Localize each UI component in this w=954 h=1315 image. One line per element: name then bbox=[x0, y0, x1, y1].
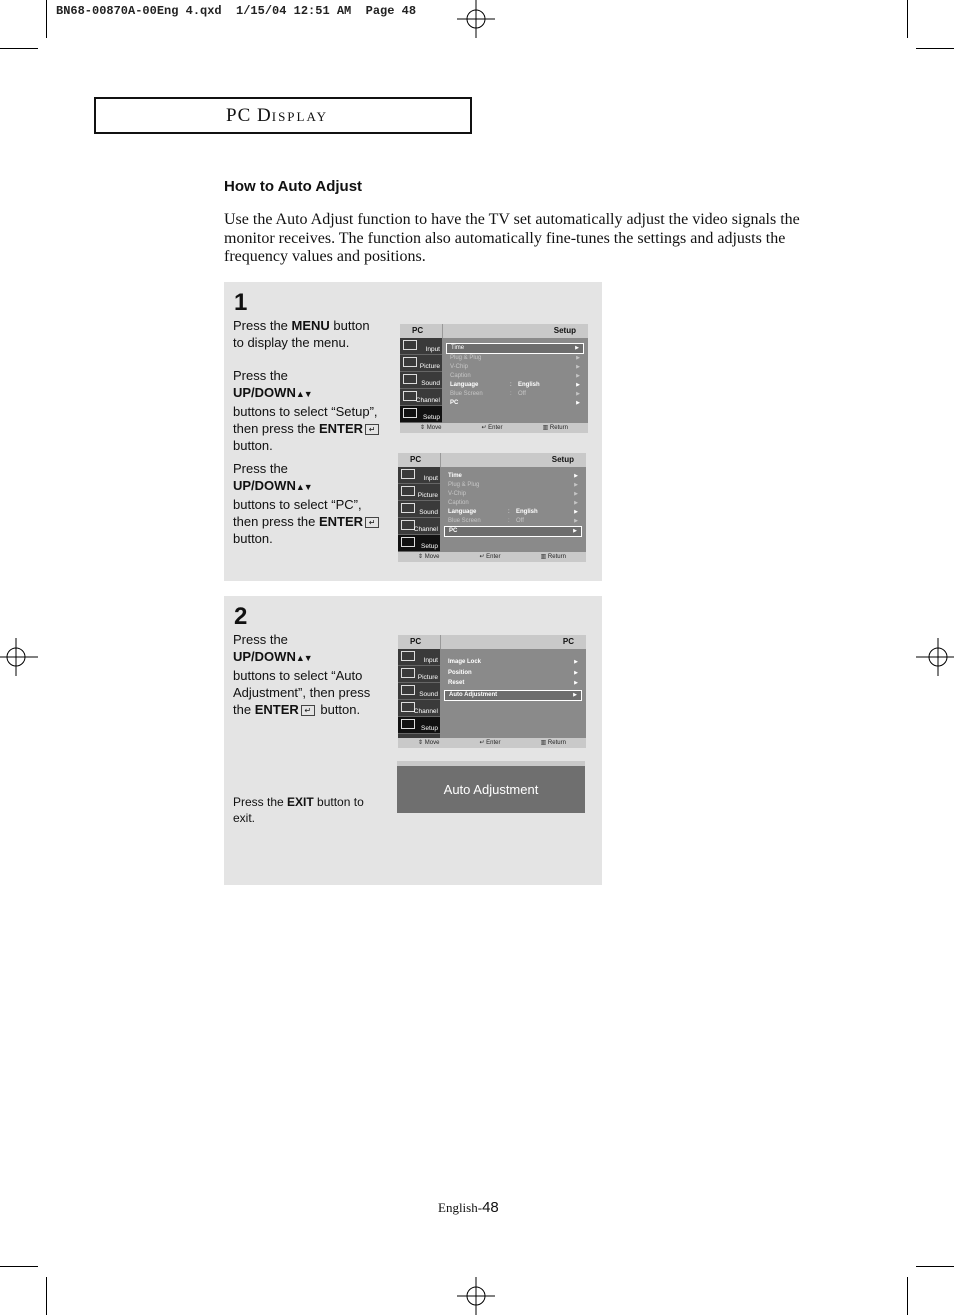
arrow-right-icon: ▶ bbox=[576, 400, 580, 406]
step-1-instruction-setup: Press the UP/DOWN▲▼ buttons to select “Setup”, then press the ENTER ↵ button. bbox=[233, 368, 378, 453]
osd-footer-enter: ↵ Enter bbox=[479, 554, 501, 560]
arrow-right-icon: ▶ bbox=[574, 669, 578, 676]
osd-sidebar-setup[interactable]: Setup bbox=[398, 717, 440, 734]
arrow-right-icon: ▶ bbox=[576, 364, 580, 370]
osd-sidebar-input[interactable]: Input bbox=[398, 467, 440, 484]
osd-source-label: PC bbox=[400, 324, 442, 338]
input-icon bbox=[401, 469, 415, 479]
osd-row-bluescreen[interactable]: Blue Screen : Off ▶ bbox=[450, 391, 580, 397]
menu-key: MENU bbox=[291, 318, 330, 333]
exit-key: EXIT bbox=[287, 795, 314, 809]
osd-row-vchip[interactable]: V-Chip ▶ bbox=[450, 364, 580, 370]
updown-arrows-icon: ⇕ bbox=[420, 425, 426, 431]
setup-icon bbox=[401, 537, 415, 547]
osd-footer-move: ⇕ Move bbox=[418, 554, 440, 560]
osd-setup-menu-time bbox=[400, 324, 588, 433]
osd-titlebar bbox=[398, 453, 586, 467]
osd-menu-title: PC bbox=[440, 635, 586, 649]
enter-icon: ↵ bbox=[479, 554, 485, 560]
arrow-right-icon: ▶ bbox=[574, 509, 578, 515]
enter-icon: ↵ bbox=[481, 425, 487, 431]
arrow-right-icon: ▶ bbox=[573, 528, 577, 534]
setup-icon bbox=[403, 408, 417, 418]
updown-arrows-icon: ⇕ bbox=[418, 739, 424, 746]
updown-arrows-icon: ▲▼ bbox=[295, 389, 312, 399]
sound-icon bbox=[401, 685, 415, 695]
osd-sidebar bbox=[400, 338, 442, 423]
osd-sidebar bbox=[398, 467, 440, 552]
chapter-title-rest: ISPLAY bbox=[271, 108, 329, 124]
osd-sidebar-picture[interactable]: Picture bbox=[398, 666, 440, 683]
step-2-panel bbox=[224, 596, 602, 885]
page-number: 48 bbox=[482, 1199, 499, 1216]
crop-mark bbox=[46, 0, 47, 38]
chapter-header bbox=[94, 97, 472, 134]
sound-icon bbox=[401, 503, 415, 513]
registration-mark-icon bbox=[0, 638, 38, 676]
osd-footer bbox=[398, 552, 586, 562]
osd-row-reset[interactable]: Reset ▶ bbox=[444, 679, 582, 690]
updown-key: UP/DOWN bbox=[233, 385, 296, 400]
osd-sidebar-sound[interactable]: Sound bbox=[398, 683, 440, 700]
osd-sidebar-setup[interactable]: Setup bbox=[398, 535, 440, 552]
osd-menu-list bbox=[440, 649, 586, 738]
osd-row-time[interactable]: Time ▶ bbox=[446, 343, 584, 354]
arrow-right-icon: ▶ bbox=[574, 659, 578, 665]
arrow-right-icon: ▶ bbox=[574, 482, 578, 488]
arrow-right-icon: ▶ bbox=[576, 373, 580, 379]
osd-row-caption[interactable]: Caption ▶ bbox=[450, 373, 580, 379]
crop-mark bbox=[0, 48, 38, 49]
return-icon: ▥ bbox=[540, 554, 547, 560]
step-2-instruction-exit: Press the EXIT button to exit. bbox=[233, 795, 364, 825]
osd-row-auto-adjustment[interactable]: Auto Adjustment ▶ bbox=[444, 690, 582, 701]
osd-menu-list bbox=[440, 467, 586, 552]
step-number: 1 bbox=[234, 289, 248, 316]
page-footer bbox=[438, 1199, 499, 1216]
arrow-right-icon: ▶ bbox=[576, 391, 580, 397]
osd-sidebar-setup[interactable]: Setup bbox=[400, 406, 442, 423]
osd-source-label: PC bbox=[398, 635, 440, 649]
arrow-right-icon: ▶ bbox=[574, 680, 578, 686]
arrow-right-icon: ▶ bbox=[574, 518, 578, 524]
step-1-instruction-pc: Press the UP/DOWN▲▼ buttons to select “PC”, then press the ENTER ↵ button. bbox=[233, 460, 383, 547]
enter-icon: ↵ bbox=[365, 424, 379, 435]
chapter-title-pc: PC bbox=[226, 104, 252, 126]
crop-mark bbox=[907, 0, 908, 38]
osd-row-image-lock[interactable]: Image Lock ▶ bbox=[444, 658, 582, 669]
osd-titlebar bbox=[398, 635, 586, 649]
osd-sidebar-picture[interactable]: Picture bbox=[400, 355, 442, 372]
osd-row-language[interactable]: Language : English ▶ bbox=[450, 382, 580, 388]
osd-footer-move: ⇕ Move bbox=[418, 739, 440, 746]
step-1-panel bbox=[224, 282, 602, 581]
auto-adjustment-banner: Auto Adjustment bbox=[397, 761, 585, 813]
picture-icon bbox=[401, 486, 415, 496]
osd-menu-title: Setup bbox=[440, 453, 586, 467]
osd-source-label: PC bbox=[398, 453, 440, 467]
crop-mark bbox=[916, 1266, 954, 1267]
osd-sidebar-channel[interactable]: Channel bbox=[398, 700, 440, 717]
osd-sidebar-input[interactable]: Input bbox=[398, 649, 440, 666]
osd-row-vchip[interactable]: V-Chip ▶ bbox=[448, 491, 578, 497]
osd-sidebar-channel[interactable]: Channel bbox=[400, 389, 442, 406]
enter-key: ENTER bbox=[254, 702, 299, 717]
osd-sidebar-sound[interactable]: Sound bbox=[400, 372, 442, 389]
osd-sidebar-sound[interactable]: Sound bbox=[398, 501, 440, 518]
intro-paragraph: Use the Auto Adjust function to have the TV set automatically adjust the video signals the monitor receives. The function also automatically fine-tunes the settings and adjusts the frequency values and positions. bbox=[224, 211, 800, 265]
osd-titlebar bbox=[400, 324, 588, 338]
return-icon: ▥ bbox=[540, 739, 547, 746]
step-1-instruction-menu: Press the MENU button to display the menu. bbox=[233, 318, 370, 350]
updown-arrows-icon: ⇕ bbox=[418, 554, 424, 560]
crop-mark bbox=[907, 1277, 908, 1315]
osd-row-pc[interactable]: PC ▶ bbox=[450, 400, 580, 406]
arrow-right-icon: ▶ bbox=[576, 355, 580, 361]
crop-mark bbox=[46, 1277, 47, 1315]
osd-footer-move: ⇕ Move bbox=[420, 425, 442, 431]
input-icon bbox=[403, 340, 417, 350]
updown-key: UP/DOWN bbox=[233, 649, 296, 664]
sound-icon bbox=[403, 374, 417, 384]
enter-key: ENTER bbox=[319, 421, 364, 436]
arrow-right-icon: ▶ bbox=[573, 691, 577, 698]
enter-key: ENTER bbox=[319, 514, 364, 529]
chapter-title bbox=[226, 105, 328, 127]
osd-footer-return: ▥ Return bbox=[540, 554, 566, 560]
osd-footer-enter: ↵ Enter bbox=[479, 739, 501, 746]
osd-footer-enter: ↵ Enter bbox=[481, 425, 503, 431]
return-icon: ▥ bbox=[542, 425, 549, 431]
osd-footer bbox=[400, 423, 588, 433]
osd-sidebar bbox=[398, 649, 440, 738]
arrow-right-icon: ▶ bbox=[574, 500, 578, 506]
osd-pc-menu bbox=[398, 635, 586, 748]
osd-footer-return: ▥ Return bbox=[540, 739, 566, 746]
osd-row-plug[interactable]: Plug & Plug ▶ bbox=[450, 355, 580, 361]
osd-footer-return: ▥ Return bbox=[542, 425, 568, 431]
arrow-right-icon: ▶ bbox=[574, 473, 578, 479]
picture-icon bbox=[403, 357, 417, 367]
osd-row-bluescreen[interactable]: Blue Screen : Off ▶ bbox=[448, 518, 578, 524]
registration-mark-icon bbox=[457, 1277, 495, 1315]
arrow-right-icon: ▶ bbox=[574, 491, 578, 497]
registration-mark-icon bbox=[916, 638, 954, 676]
arrow-right-icon: ▶ bbox=[575, 345, 579, 351]
setup-icon bbox=[401, 719, 415, 729]
osd-menu-title: Setup bbox=[442, 324, 588, 338]
osd-row-position[interactable]: Position ▶ bbox=[444, 669, 582, 680]
enter-icon: ↵ bbox=[479, 739, 485, 746]
osd-row-plug[interactable]: Plug & Plug ▶ bbox=[448, 482, 578, 488]
osd-footer bbox=[398, 738, 586, 748]
osd-sidebar-channel[interactable]: Channel bbox=[398, 518, 440, 535]
updown-key: UP/DOWN bbox=[233, 478, 296, 493]
osd-row-pc[interactable]: PC ▶ bbox=[444, 526, 582, 537]
section-heading: How to Auto Adjust bbox=[224, 178, 363, 195]
osd-sidebar-input[interactable]: Input bbox=[400, 338, 442, 355]
updown-arrows-icon: ▲▼ bbox=[295, 482, 312, 492]
registration-mark-icon bbox=[457, 0, 495, 38]
crop-mark bbox=[0, 1266, 38, 1267]
arrow-right-icon: ▶ bbox=[576, 382, 580, 388]
input-icon bbox=[401, 651, 415, 661]
step-2-instruction-auto: Press the UP/DOWN▲▼ buttons to select “Auto Adjustment”, then press the ENTER ↵ button. bbox=[233, 632, 371, 717]
osd-row-caption[interactable]: Caption ▶ bbox=[448, 500, 578, 506]
osd-sidebar-picture[interactable]: Picture bbox=[398, 484, 440, 501]
enter-icon: ↵ bbox=[365, 517, 379, 528]
osd-menu-list bbox=[442, 338, 588, 423]
osd-row-language[interactable]: Language : English ▶ bbox=[448, 509, 578, 515]
print-slug: BN68-00870A-00Eng 4.qxd 1/15/04 12:51 AM Page 48 bbox=[56, 4, 417, 18]
updown-arrows-icon: ▲▼ bbox=[295, 653, 312, 663]
osd-setup-menu-pc bbox=[398, 453, 586, 562]
crop-mark bbox=[916, 48, 954, 49]
enter-icon: ↵ bbox=[301, 705, 315, 716]
footer-language: English- bbox=[438, 1200, 483, 1215]
step-number: 2 bbox=[234, 603, 248, 630]
picture-icon bbox=[401, 668, 415, 678]
chapter-title-d: D bbox=[257, 104, 272, 126]
osd-row-time[interactable]: Time ▶ bbox=[448, 473, 578, 479]
